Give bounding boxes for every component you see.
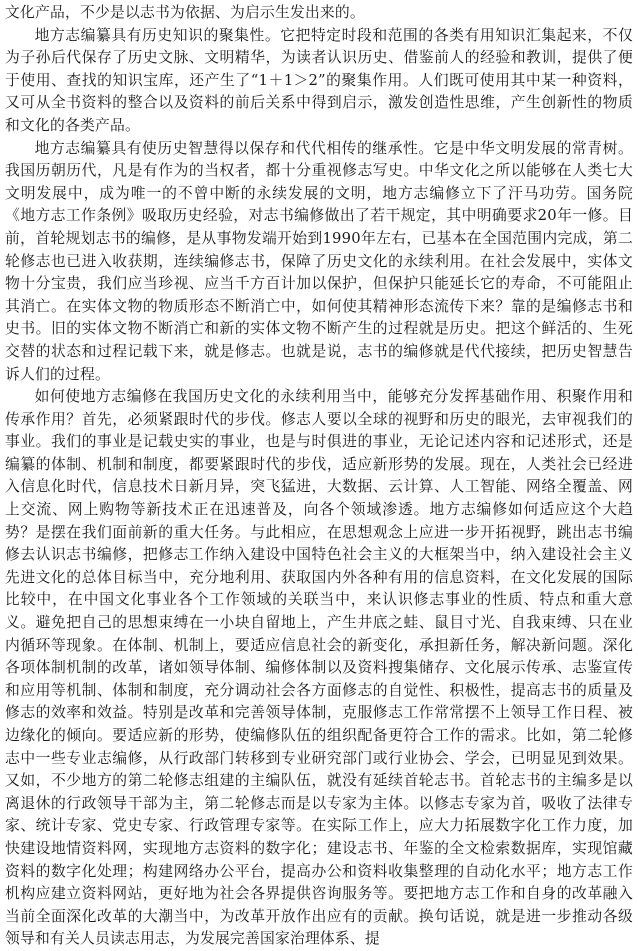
paragraph-keeping-pace: 如何使地方志编修在我国历史文化的永续利用当中，能够充分发挥基础作用、积聚作用和传承作用？首先，必须紧跟时代的步伐。修志人要以全球的视野和历史的眼光，去审视我们的事业。我们的事业是记载史实的事业，也是与时俱进的事业，无论记述内容和记述形式，还是编纂的体制、机制和制度，都要紧跟时代的步伐，适应新形势的发展。现在，人类社会已经进入信息化时代，信息技术日新月异，突飞猛进，大数据、云计算、人工智能、网络全覆盖、网上交流、网上购物等新技术正在迅速普及，向各个领域渗透。地方志编修如何适应这个大趋势？是摆在我们面前新的重大任务。与此相应，在思想观念上应进一步开拓视野，跳出志书编修去认识志书编修，把修志工作纳入建设中国特色社会主义的大框架当中，纳入建设社会主义先进文化的总体目标当中，充分地利用、获取国内外各种有用的信息资料，在文化发展的国际比较中，在中国文化事业各个工作领域的关联当中，来认识修志事业的性质、特点和重大意义。避免把自己的思想束缚在一小块自留地上，产生井底之蛙、鼠目寸光、自我束缚、只在业内循环等现象。在体制、机制上，要适应信息社会的新变化，承担新任务，解决新问题。深化各项体制机制的改革，诸如领导体制、编修体制以及资料搜集储存、文化展示传承、志鉴宣传和应用等机制、体制和制度，充分调动社会各方面修志的自觉性、积极性，提高志书的质量及修志的效率和效益。特别是改革和完善领导体制，克服修志工作常常摆不上领导工作日程、被边缘化的倾向。要适应新的形势，使编修队伍的组织配备更符合工作的需求。比如，第二轮修志中一些专业志编修，从行政部门转移到专业研究部门或行业协会、学会，已明显见到效果。又如，不少地方的第二轮修志组建的主编队伍，就没有延续首轮志书。首轮志书的主编多是以离退休的行政领导干部为主，第二轮修志而是以专家为主体。以修志专家为首，吸收了法律专家、统计专家、党史专家、行政管理专家等。在实际工作上，应大力拓展数字化工作力度，加快建设地情资料网，实现地方志资料的数字化；建设志书、年鉴的全文检索数据库，实现馆藏资料的数字化处理；构建网络办公平台，提高办公和资料收集整理的自动化水平；地方志工作机构应建立资料网站，更好地为社会各界提供咨询服务等。要把地方志工作和自身的改革融入当前全面深化改革的大潮当中，为改革开放作出应有的贡献。换句话说，就是进一步推动各级领导和有关人员读志用志，为发展完善国家治理体系、提	[5, 388, 633, 948]
document-page	[5, 2, 633, 951]
paragraph-continuation: 文化产品，不少是以志书为依据、为启示生发出来的。	[5, 4, 365, 21]
paragraph-knowledge-aggregation: 地方志编纂具有历史知识的聚集性。它把特定时段和范围的各类有用知识汇集起来，不仅为子孙后代保存了历史文脉、文明精华，为读者认识历史、借鉴前人的经验和教训，提供了便于使用、查找的知识宝库，还产生了“1＋1＞2”的聚集作用。人们既可使用其中某一种资料，又可从全书资料的整合以及资料的前后关系中得到启示，激发创造性思维，产生创新性的物质和文化的各类产品。	[5, 26, 633, 134]
paragraph-wisdom-inheritance: 地方志编纂具有使历史智慧得以保存和代代相传的继承性。它是中华文明发展的常青树。我国历朝历代，凡是有作为的当权者，都十分重视修志写史。中华文化之所以能够在人类七大文明发展中，成为唯一的不曾中断的永续发展的文明，地方志编修立下了汗马功劳。国务院《地方志工作条例》吸取历史经验，对志书编修做出了若干规定，其中明确要求20年一修。目前，首轮规划志书的编修，是从事物发端开始到1990年左右，已基本在全国范围内完成，第二轮修志也已进入收获期，连续编修志书，保障了历史文化的永续利用。在社会发展中，实体文物十分宝贵，我们应当珍视、应当千方百计加以保护，但保护只能延长它的寿命，不可能阻止其消亡。在实体文物的物质形态不断消亡中，如何使其精神形态流传下来？靠的是编修志书和史书。旧的实体文物不断消亡和新的实体文物不断产生的过程就是历史。把这个鲜活的、生死交替的状态和过程记载下来，就是修志。也就是说，志书的编修就是代代接续，把历史智慧告诉人们的过程。	[5, 139, 633, 383]
